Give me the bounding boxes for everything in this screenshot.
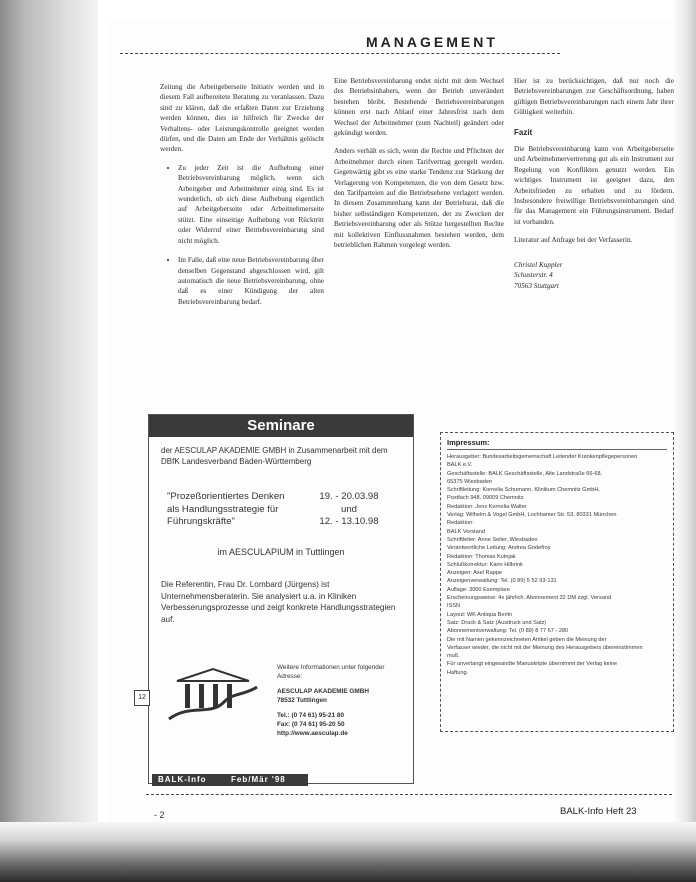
impressum-line: Die mit Namen gekennzeichneten Artikel geben die Meinung der	[447, 636, 607, 643]
impressum-line: Redaktion: Jens Kornelia Walter	[447, 503, 527, 510]
impressum-line: BALK Vorstand	[447, 528, 485, 535]
footer-bar	[152, 774, 308, 786]
column-2	[334, 76, 504, 259]
footer-publication: BALK-Info	[158, 775, 207, 784]
footer-issue: BALK-Info Heft 23	[560, 806, 637, 817]
literature-note: Literatur auf Anfrage bei der Verfasserin.	[514, 236, 633, 245]
scan-shadow-right	[672, 0, 696, 882]
author-signature	[514, 260, 674, 291]
impressum-rule	[447, 449, 667, 450]
footer-left-mark: - 2	[154, 810, 165, 820]
scan-shadow-bottom	[0, 822, 696, 882]
seminar-title: Seminare	[149, 415, 413, 437]
impressum-box	[440, 432, 674, 732]
author-city: 70563 Stuttgart	[514, 281, 559, 290]
fazit-heading: Fazit	[514, 127, 533, 137]
column-3	[514, 76, 674, 376]
impressum-line: Verantwortliche Leitung: Andrea Godefroy	[447, 545, 551, 552]
impressum-line: Satz: Druck & Satz (Ausdruck und Satz)	[447, 619, 547, 626]
impressum-title: Impressum:	[447, 438, 490, 447]
impressum-line: Verlag: Wilhelm & Vogel GmbH, Lochhamer Str. 53, 80331 München	[447, 512, 617, 519]
impressum-line: Anzeigen: Axel Rappe	[447, 570, 503, 577]
seminar-course-title: "Prozeßorientiertes Denken als Handlungsstrategie für Führungskräfte"	[167, 491, 285, 527]
author-name: Christel Kuppler	[514, 260, 563, 269]
column-1	[160, 82, 324, 316]
impressum-line: Herausgeber: Bundesarbeitsgemeinschaft Leitender Krankenpflegepersonen	[447, 454, 638, 460]
seminar-place: im AESCULAPIUM in Tuttlingen	[217, 547, 345, 557]
scan-shadow-left	[0, 0, 98, 882]
address-fax: Fax: (0 74 61) 95-20 50	[277, 721, 345, 728]
impressum-line: Redaktion:	[447, 520, 474, 527]
address-web: http://www.aesculap.de	[277, 730, 348, 737]
impressum-line: ISSN	[447, 603, 461, 610]
impressum-line: Layout: WK Antiqua Berlin	[447, 611, 512, 618]
impressum-line: Postfach 948, 09009 Chemnitz	[447, 495, 524, 502]
impressum-line: Redaktion: Thomas Kutnjak	[447, 553, 516, 560]
footer-issue-date: Feb/Mär '98	[231, 775, 286, 784]
seminar-date-and: und	[340, 503, 357, 515]
seminar-dates	[299, 491, 399, 529]
impressum-line: BALK e.V.	[447, 462, 473, 469]
impressum-line: Schriftleitung: Kornelia Schumann, Klinikum Chemnitz GmbH,	[447, 487, 600, 494]
section-title: MANAGEMENT	[360, 34, 504, 50]
col1-paragraph: Zeitung die Arbeitgeberseite Initiativ werden und in diesem Fall aufbereitete Beratung zu veranlassen. Dazu sind zu klären, daß die erfaßten Daten zur Erziehung werden können, dies ist hilfreich für Zwecke der Verhaltens- oder Leistungskontrolle geeignet werden dürfen, und die Daten am Ende der Verhältnis gelöscht werden.	[160, 83, 324, 154]
seminar-date-1: 19. - 20.03.98	[319, 491, 379, 502]
seminar-address	[277, 663, 407, 738]
impressum-line: Schriftleiter: Anne Seiler, Wiesbaden	[447, 536, 538, 543]
col1-bullet-2: • Im Falle, daß eine neue Betriebsvereinbarung über denselben Gegenstand abgeschlossen wird, gilt automatisch die neue Betriebsvereinbarung, ohne daß es einer Kündigung der alten Betriebsvereinbarung bedarf.	[178, 255, 324, 307]
impressum-line: Erscheinungsweise: 4x jährlich. Abonnement 32 DM zzgl. Versand	[447, 595, 612, 602]
section-header	[120, 34, 560, 58]
seminar-date-2: 12. - 13.10.98	[319, 516, 379, 527]
footer-rule	[146, 794, 672, 795]
col2-paragraph-2: Anders verhält es sich, wenn die Rechte und Pflichten der Arbeitnehmer durch einen Tarifvertrag geregelt werden. Gegenwärtig gibt es eine starke Tendenz zur Stärkung der Verlagerung von Kompetenzen, die von dem Gesetz bzw. den Tarifparteien auf die Betriebsebene verlagert werden. In diesem Zusammenhang kann der Betriebsrat, daß die bisher selbständigen Kompetenzen, der zu Zwecken der Betriebsvereinbarung oder als Stütze hergestellten Rechte mit kollektiven Einflussnahmen bestehen werden, dem betrieblichen Rahmen vorgelegt werden.	[334, 147, 504, 250]
address-city: 78532 Tuttlingen	[277, 697, 327, 704]
impressum-line: muß.	[447, 653, 460, 660]
page-number: 12	[134, 690, 150, 706]
header-rule	[120, 53, 560, 54]
seminar-intro: der AESCULAP AKADEMIE GMBH in Zusammenarbeit mit dem DBfK Landesverband Baden-Württemberg	[161, 446, 388, 466]
seminar-box	[148, 414, 414, 784]
address-phone: Tel.: (0 74 61) 95-21 80	[277, 712, 345, 719]
col2-paragraph-1: Eine Betriebsvereinbarung endet nicht mit dem Wechsel des Betriebsinhabers, wenn der Betrieb unverändert bestehen bleibt. Bestehende Betriebsvereinbarungen können erst nach Ablauf einer Jahresfrist nach dem Wechsel der Arbeitnehmer (zum Nachteil) geändert oder gekündigt werden.	[334, 77, 504, 138]
impressum-lines	[447, 453, 669, 677]
impressum-line: Haftung.	[447, 669, 469, 676]
impressum-line: Auflage: 3000 Exemplare	[447, 586, 510, 593]
author-street: Schusterstr. 4	[514, 271, 553, 280]
col3-paragraph-2: Die Betriebsvereinbarung kann von Arbeitgeberseite und Arbeitnehmervertretung gut als ein Instrument zur Regelung von Konflikten genutzt werden. Ein wichtiges Instrument ist geeignet dazu, den Arbeitsfrieden zu erhalten und zu fördern. Insbesondere freiwillige Betriebsvereinbarungen sind für das Management ein Führungsinstrument. Bedarf ist vorhanden.	[514, 145, 674, 226]
seminar-referent: Die Referentin, Frau Dr. Lombard (Jürgens) ist Unternehmensberaterin. Sie analysiert u.a. in Kliniken Verbesserungsprozesse und zeigt konkrete Handlungsstrategien auf.	[161, 580, 396, 624]
col3-paragraph-1: Hier ist zu berücksichtigen, daß nur noch die Betriebsvereinbarungen zur Geschäftsordnung, haben gültigen Betriebsvereinbarungen nach einem Jahr ihrer Gültigkeit weiterhin.	[514, 77, 674, 117]
impressum-line: Geschäftsstelle: BALK Geschäftsstelle, Alte Landstraße 66-68,	[447, 470, 603, 477]
address-intro: Weitere Informationen unter folgender Adresse:	[277, 664, 385, 680]
impressum-line: 65375 Wiesbaden	[447, 478, 493, 485]
aesculap-logo-icon	[167, 665, 259, 725]
col1-bullet-1: • Zu jeder Zeit ist die Aufhebung einer Betriebsvereinbarung möglich, wenn sich Arbeitgeber und Arbeitnehmer einig sind. Es ist wunderlich, ob sich diese Aufhebung eigentlich auf Arbeitgeberseite oder Arbeitnehmerseite stützt. Eine einseitige Aufhebung von Rücktritt oder Widerruf einer Betriebsvereinbarung sind nicht möglich.	[178, 163, 324, 246]
impressum-line: Schlußkorrektur: Karin Hilbrink	[447, 561, 523, 568]
impressum-line: Verfasser wieder, die nicht mit der Meinung des Herausgebers übereinstimmen	[447, 644, 643, 651]
impressum-line: Abonnementverwaltung: Tel. (0 89) 8 77 67 - 280	[447, 628, 569, 635]
col1-bullet-list	[160, 163, 324, 307]
address-company: AESCULAP AKADEMIE GMBH	[277, 688, 369, 695]
impressum-line: Für unverlangt eingesandte Manuskripte übernimmt der Verlag keine	[447, 661, 618, 668]
impressum-line: Anzeigenverwaltung: Tel. (0 89) 5 52 93-131	[447, 578, 557, 585]
